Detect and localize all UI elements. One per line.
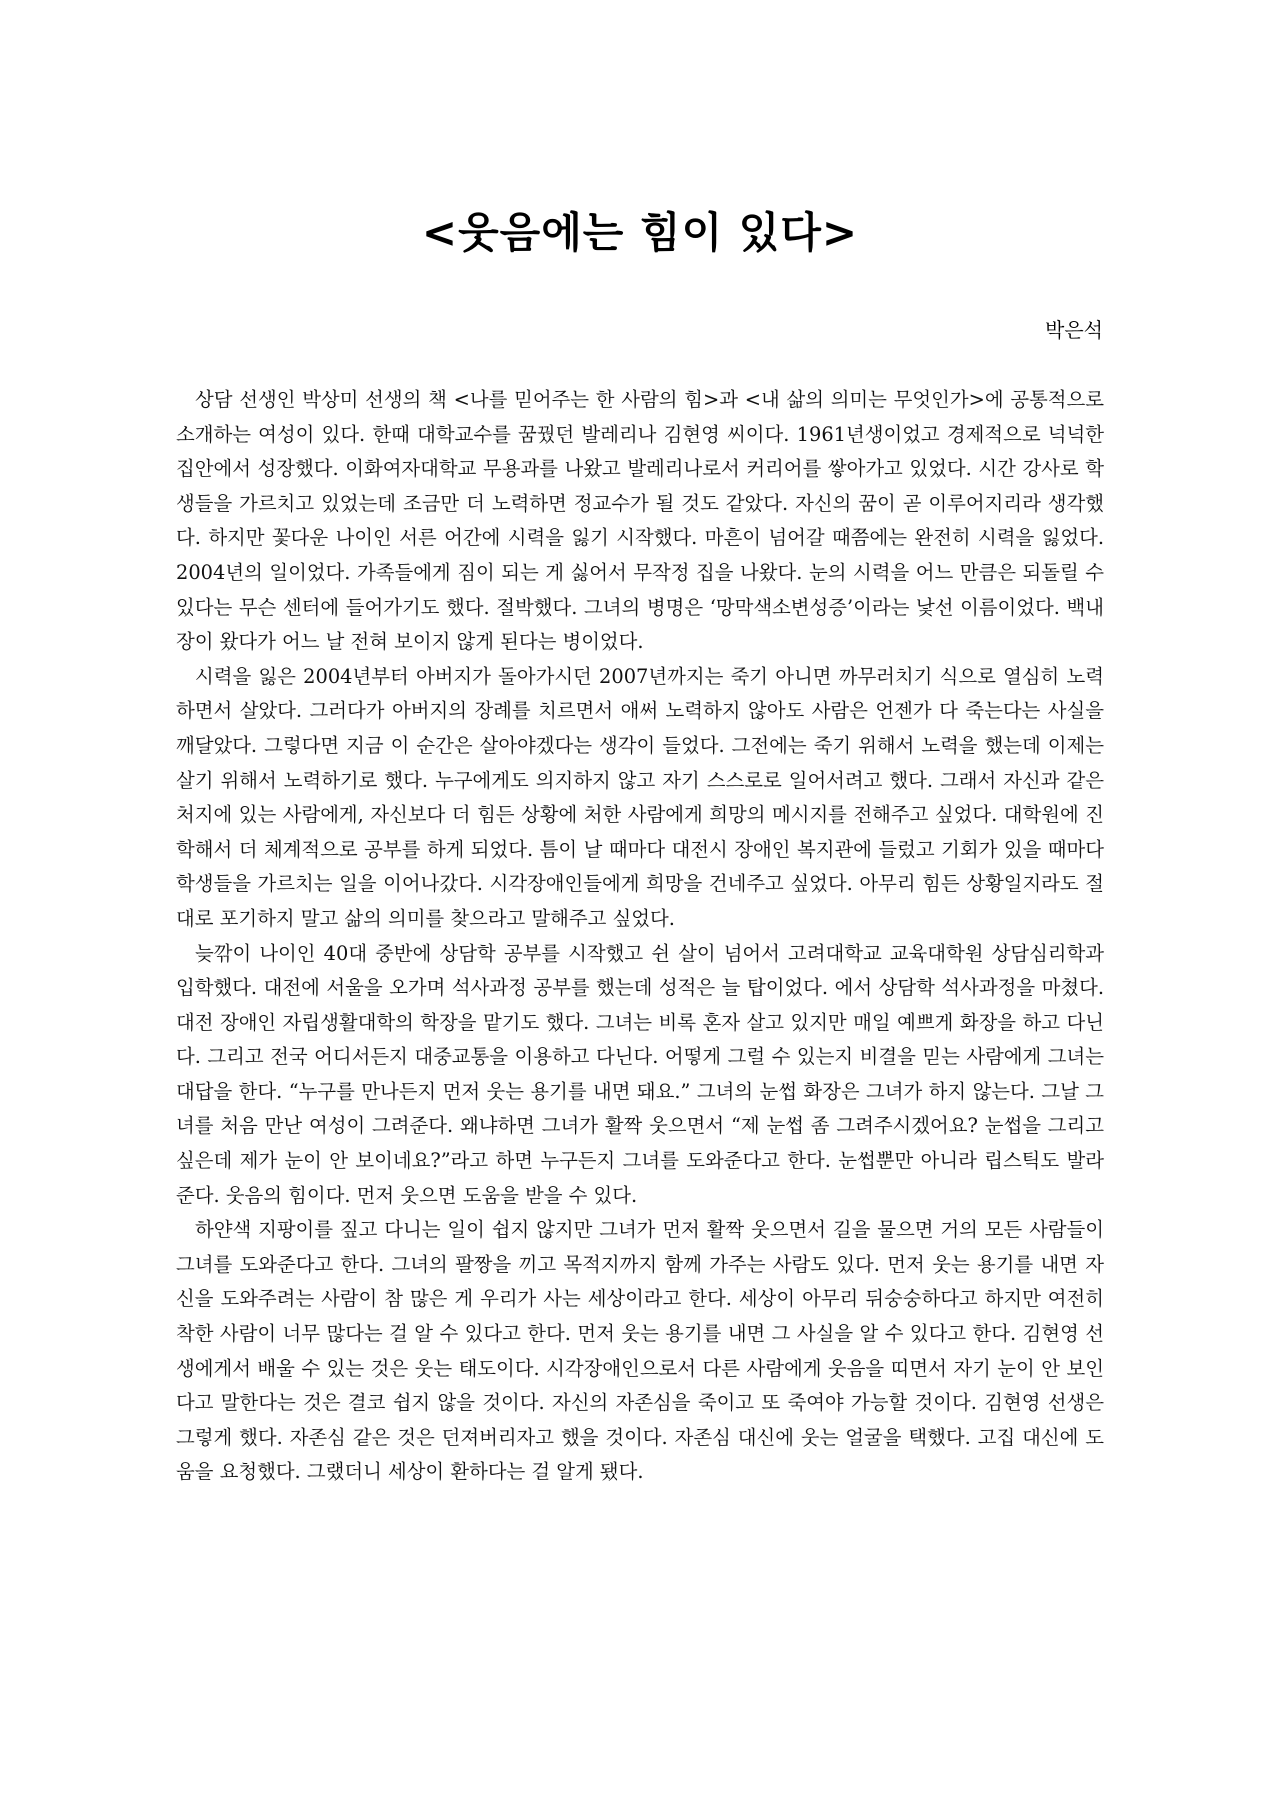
paragraph-4: 하얀색 지팡이를 짚고 다니는 일이 쉽지 않지만 그녀가 먼저 활짝 웃으면서 길을 물으면 거의 모든 사람들이 그녀를 도와준다고 한다. 그녀의 팔짱을 끼고 목적지까지 함께 가주는 사람도 있다. 먼저 웃는 용기를 내면 자신을 도와주려는 사람이 참 많은 게 우리가 사는 세상이라고 한다. 세상이 아무리 뒤숭숭하다고 하지만 여전히 착한 사람이 너무 많다는 걸 알 수 있다고 한다. 먼저 웃는 용기를 내면 그 사실을 알 수 있다고 한다. 김현영 선생에게서 배울 수 있는 것은 웃는 태도이다. 시각장애인으로서 다른 사람에게 웃음을 띠면서 자기 눈이 안 보인다고 말한다는 것은 결코 쉽지 않을 것이다. 자신의 자존심을 죽이고 또 죽여야 가능할 것이다. 김현영 선생은 그렇게 했다. 자존심 같은 것은 던져버리자고 했을 것이다. 자존심 대신에 웃는 얼굴을 택했다. 고집 대신에 도움을 요청했다. 그랬더니 세상이 환하다는 걸 알게 됐다. — [176, 1218, 1104, 1484]
document-title: <웃음에는 힘이 있다> — [421, 208, 859, 257]
author-name: 박은석 — [1045, 318, 1103, 342]
body-text — [176, 383, 1104, 1490]
paragraph-2: 시력을 잃은 2004년부터 아버지가 돌아가시던 2007년까지는 죽기 아니면 까무러치기 식으로 열심히 노력하면서 살았다. 그러다가 아버지의 장례를 치르면서 애써 노력하지 않아도 사람은 언젠가 다 죽는다는 사실을 깨달았다. 그렇다면 지금 이 순간은 살아야겠다는 생각이 들었다. 그전에는 죽기 위해서 노력을 했는데 이제는 살기 위해서 노력하기로 했다. 누구에게도 의지하지 않고 자기 스스로로 일어서려고 했다. 그래서 자신과 같은 처지에 있는 사람에게, 자신보다 더 힘든 상황에 처한 사람에게 희망의 메시지를 전해주고 싶었다. 대학원에 진학해서 더 체계적으로 공부를 하게 되었다. 틈이 날 때마다 대전시 장애인 복지관에 들렀고 기회가 있을 때마다 학생들을 가르치는 일을 이어나갔다. 시각장애인들에게 희망을 건네주고 싶었다. 아무리 힘든 상황일지라도 절대로 포기하지 말고 삶의 의미를 찾으라고 말해주고 싶었다. — [176, 664, 1104, 930]
paragraph-1: 상담 선생인 박상미 선생의 책 <나를 믿어주는 한 사람의 힘>과 <내 삶의 의미는 무엇인가>에 공통적으로 소개하는 여성이 있다. 한때 대학교수를 꿈꿨던 발레리나 김현영 씨이다. 1961년생이었고 경제적으로 넉넉한 집안에서 성장했다. 이화여자대학교 무용과를 나왔고 발레리나로서 커리어를 쌓아가고 있었다. 시간 강사로 학생들을 가르치고 있었는데 조금만 더 노력하면 정교수가 될 것도 같았다. 자신의 꿈이 곧 이루어지리라 생각했다. 하지만 꽃다운 나이인 서른 어간에 시력을 잃기 시작했다. 마흔이 넘어갈 때쯤에는 완전히 시력을 잃었다. 2004년의 일이었다. 가족들에게 짐이 되는 게 싫어서 무작정 집을 나왔다. 눈의 시력을 어느 만큼은 되돌릴 수 있다는 무슨 센터에 들어가기도 했다. 절박했다. 그녀의 병명은 ‘망막색소변성증’이라는 낯선 이름이었다. 백내장이 왔다가 어느 날 전혀 보이지 않게 된다는 병이었다. — [176, 388, 1104, 654]
paragraph-3: 늦깎이 나이인 40대 중반에 상담학 공부를 시작했고 쉰 살이 넘어서 고려대학교 교육대학원 상담심리학과 입학했다. 대전에 서울을 오가며 석사과정 공부를 했는데 성적은 늘 탑이었다. 에서 상담학 석사과정을 마쳤다. 대전 장애인 자립생활대학의 학장을 맡기도 했다. 그녀는 비록 혼자 살고 있지만 매일 예쁘게 화장을 하고 다닌다. 그리고 전국 어디서든지 대중교통을 이용하고 다닌다. 어떻게 그럴 수 있는지 비결을 믿는 사람에게 그녀는 대답을 한다. “누구를 만나든지 먼저 웃는 용기를 내면 돼요.” 그녀의 눈썹 화장은 그녀가 하지 않는다. 그날 그녀를 처음 만난 여성이 그려준다. 왜냐하면 그녀가 활짝 웃으면서 “제 눈썹 좀 그려주시겠어요? 눈썹을 그리고 싶은데 제가 눈이 안 보이네요?”라고 하면 누구든지 그녀를 도와준다고 한다. 눈썹뿐만 아니라 립스틱도 발라준다. 웃음의 힘이다. 먼저 웃으면 도움을 받을 수 있다. — [176, 941, 1104, 1207]
